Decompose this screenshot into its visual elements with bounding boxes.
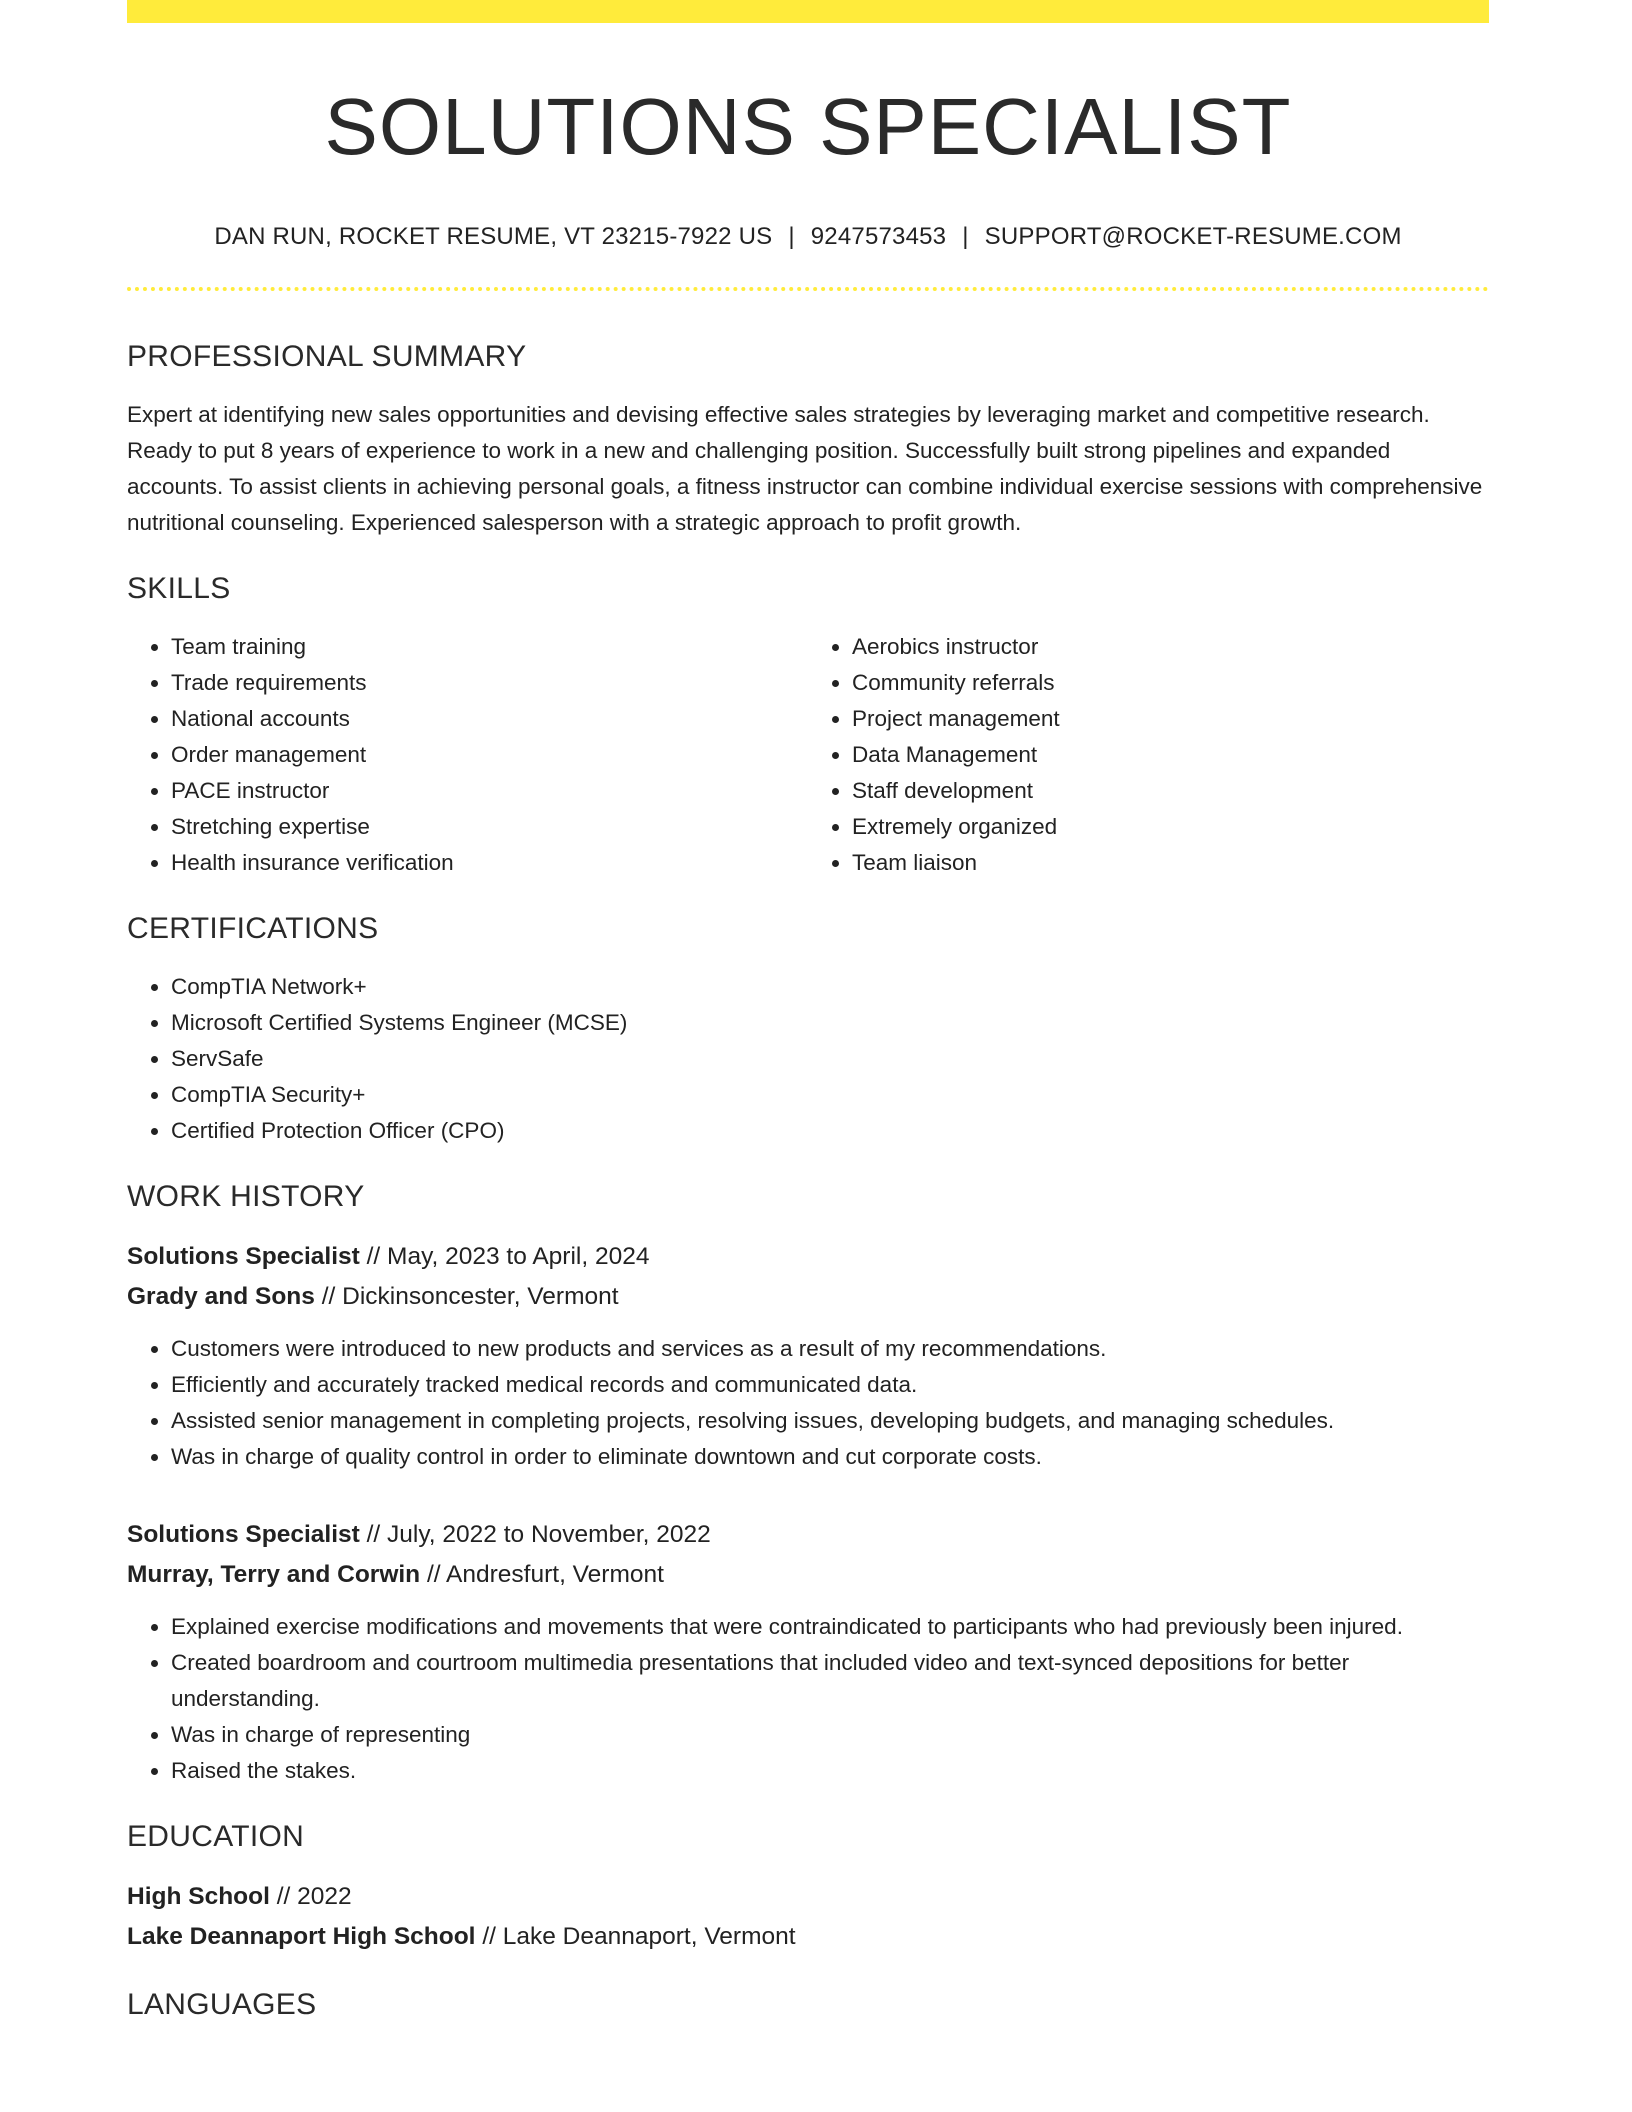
skill-item: • Order management — [171, 737, 808, 773]
certifications-list — [127, 969, 1489, 1149]
job-title-line — [127, 1237, 1489, 1277]
education-degree-line — [127, 1877, 1489, 1917]
skill-item: • Data Management — [852, 737, 1489, 773]
education-school: Lake Deannaport High School — [127, 1923, 476, 1950]
certification-item: • Certified Protection Officer (CPO) — [171, 1113, 1489, 1149]
skill-item: • Aerobics instructor — [852, 629, 1489, 665]
contact-separator: | — [962, 223, 969, 250]
skills-section — [127, 571, 1489, 881]
skill-item: • PACE instructor — [171, 773, 808, 809]
job-location: // Dickinsoncester, Vermont — [321, 1283, 619, 1310]
job-title-line — [127, 1515, 1489, 1555]
job-dates: // May, 2023 to April, 2024 — [366, 1243, 650, 1270]
job-company: Grady and Sons — [127, 1283, 315, 1310]
job-bullet: • Explained exercise modifications and movements that were contraindicated to participants who had previously been injured. — [171, 1609, 1489, 1645]
certification-item: • Microsoft Certified Systems Engineer (MCSE) — [171, 1005, 1489, 1041]
contact-line — [127, 223, 1489, 251]
skill-item: • Team training — [171, 629, 808, 665]
skills-grid — [127, 629, 1489, 881]
job-bullet: • Customers were introduced to new products and services as a result of my recommendations. — [171, 1331, 1489, 1367]
skills-left-list — [127, 629, 808, 881]
job-role: Solutions Specialist — [127, 1521, 360, 1548]
certifications-heading: CERTIFICATIONS — [127, 912, 379, 945]
job-entry — [127, 1237, 1489, 1475]
skill-item: • National accounts — [171, 701, 808, 737]
education-heading: EDUCATION — [127, 1820, 305, 1853]
contact-email: SUPPORT@ROCKET-RESUME.COM — [984, 223, 1402, 250]
dotted-divider — [127, 287, 1489, 291]
education-section — [127, 1819, 1489, 1957]
skill-item: • Community referrals — [852, 665, 1489, 701]
work-history-section — [127, 1179, 1489, 1789]
education-degree: High School — [127, 1883, 270, 1910]
languages-section — [127, 1987, 1489, 2023]
jobs-container — [127, 1237, 1489, 1789]
skills-heading: SKILLS — [127, 572, 231, 605]
skill-item: • Team liaison — [852, 845, 1489, 881]
skill-item: • Trade requirements — [171, 665, 808, 701]
certification-item: • CompTIA Security+ — [171, 1077, 1489, 1113]
skill-item: • Extremely organized — [852, 809, 1489, 845]
job-entry — [127, 1515, 1489, 1789]
certification-item: • CompTIA Network+ — [171, 969, 1489, 1005]
job-dates: // July, 2022 to November, 2022 — [366, 1521, 711, 1548]
contact-address: DAN RUN, ROCKET RESUME, VT 23215-7922 US — [214, 223, 773, 250]
skills-right-list — [808, 629, 1489, 881]
work-history-heading: WORK HISTORY — [127, 1180, 365, 1213]
languages-heading: LANGUAGES — [127, 1988, 317, 2021]
job-bullets — [127, 1609, 1489, 1789]
job-location: // Andresfurt, Vermont — [426, 1561, 664, 1588]
skill-item: • Project management — [852, 701, 1489, 737]
education-school-line — [127, 1917, 1489, 1957]
summary-text: Expert at identifying new sales opportunities and devising effective sales strategies by leveraging market and competitive research. Ready to put 8 years of experience to work in a new and challenging position. Successfully built strong pipelines and expanded accounts. To assist clients in achieving personal goals, a fitness instructor can combine individual exercise sessions with comprehensive nutritional counseling. Experienced salesperson with a strategic approach to profit growth. — [127, 402, 1483, 535]
job-bullet: • Efficiently and accurately tracked medical records and communicated data. — [171, 1367, 1489, 1403]
job-bullet: • Was in charge of representing — [171, 1717, 1489, 1753]
skill-item: • Stretching expertise — [171, 809, 808, 845]
contact-separator: | — [788, 223, 795, 250]
job-bullets — [127, 1331, 1489, 1475]
contact-phone: 9247573453 — [810, 223, 947, 250]
accent-top-bar — [127, 0, 1489, 23]
certifications-section — [127, 911, 1489, 1149]
education-location: // Lake Deannaport, Vermont — [482, 1923, 796, 1950]
summary-heading: PROFESSIONAL SUMMARY — [127, 340, 527, 373]
job-company: Murray, Terry and Corwin — [127, 1561, 421, 1588]
education-year: // 2022 — [276, 1883, 352, 1910]
job-bullet: • Raised the stakes. — [171, 1753, 1489, 1789]
summary-section — [127, 339, 1489, 541]
job-company-line — [127, 1277, 1489, 1317]
job-bullet: • Assisted senior management in completing projects, resolving issues, developing budgets, and managing schedules. — [171, 1403, 1489, 1439]
skill-item: • Staff development — [852, 773, 1489, 809]
resume-page — [127, 0, 1489, 2023]
job-role: Solutions Specialist — [127, 1243, 360, 1270]
job-bullet: • Created boardroom and courtroom multimedia presentations that included video and text-synced depositions for better understanding. — [171, 1645, 1489, 1717]
skill-item: • Health insurance verification — [171, 845, 808, 881]
certification-item: • ServSafe — [171, 1041, 1489, 1077]
job-bullet: • Was in charge of quality control in order to eliminate downtown and cut corporate costs. — [171, 1439, 1489, 1475]
resume-title: SOLUTIONS SPECIALIST — [324, 82, 1292, 171]
job-company-line — [127, 1555, 1489, 1595]
